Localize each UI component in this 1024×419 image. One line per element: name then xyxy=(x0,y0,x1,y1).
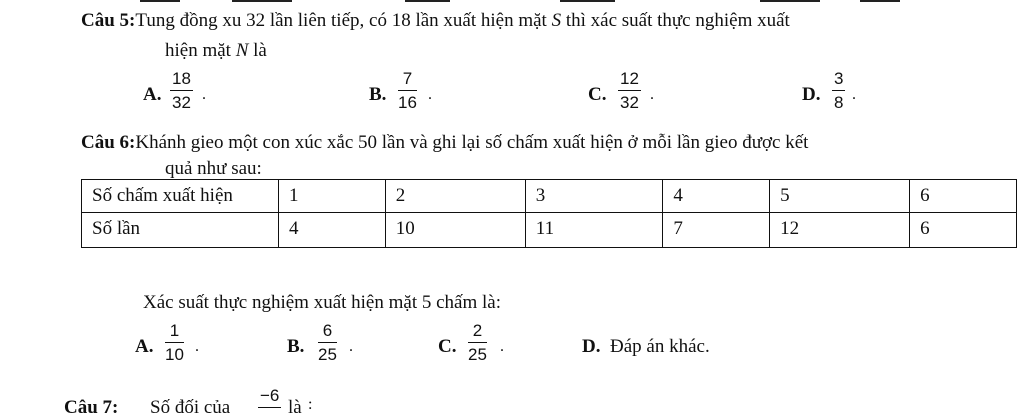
option-letter: D. xyxy=(582,336,601,357)
fraction: 2 25 xyxy=(468,321,487,364)
q5-text-c: hiện mặt xyxy=(165,40,236,61)
table-row-header: Số chấm xuất hiện xyxy=(82,180,279,213)
fraction: 1 10 xyxy=(165,321,184,364)
table-cell: 4 xyxy=(663,180,770,213)
option-letter: A. xyxy=(143,84,162,105)
table-cell: 2 xyxy=(385,180,525,213)
q6-line2: quả như sau: xyxy=(165,158,262,179)
table-cell: 1 xyxy=(279,180,386,213)
dice-results-table xyxy=(81,179,1017,248)
q5-line1 xyxy=(81,10,790,32)
q5-text-d: là xyxy=(248,40,267,61)
q7-text-a: Số đối của xyxy=(150,397,231,418)
table-cell: 12 xyxy=(770,213,910,248)
fraction: 6 25 xyxy=(318,321,337,364)
table-cell: 11 xyxy=(525,213,663,248)
q7-label: Câu 7: xyxy=(64,397,119,418)
table-cell: 5 xyxy=(770,180,910,213)
q5-var-s: S xyxy=(551,10,562,31)
table-row xyxy=(82,213,1017,248)
fraction: 7 16 xyxy=(398,69,417,112)
q5-text-b: thì xác suất thực nghiệm xuất xyxy=(561,10,790,31)
option-letter: B. xyxy=(287,336,305,357)
q5-var-n: N xyxy=(235,40,249,61)
fraction: 12 32 xyxy=(620,69,639,112)
option-letter: C. xyxy=(588,84,607,105)
q6-question: Xác suất thực nghiệm xuất hiện mặt 5 chấm là: xyxy=(143,292,501,313)
q5-label: Câu 5: xyxy=(81,10,136,31)
fraction: 3 8 xyxy=(834,69,844,112)
q7-text-b: là xyxy=(288,397,302,418)
table-cell: 3 xyxy=(525,180,663,213)
q5-text-a: Tung đồng xu 32 lần liên tiếp, có 18 lần xuất hiện mặt xyxy=(135,10,552,31)
cropped-top-text xyxy=(0,0,1024,3)
q6-line1 xyxy=(81,132,808,154)
table-cell: 10 xyxy=(385,213,525,248)
table-cell: 4 xyxy=(279,213,386,248)
option-letter: B. xyxy=(369,84,387,105)
option-text: Đáp án khác. xyxy=(610,336,710,357)
q6-label: Câu 6: xyxy=(81,132,136,153)
option-letter: D. xyxy=(802,84,821,105)
q5-line2 xyxy=(165,40,267,62)
table-cell: 6 xyxy=(910,180,1017,213)
q6-text-line1: Khánh gieo một con xúc xắc 50 lần và ghi lại số chấm xuất hiện ở mỗi lần gieo được kết xyxy=(135,132,809,153)
table-row-header: Số lần xyxy=(82,213,279,248)
option-letter: C. xyxy=(438,336,457,357)
table-cell: 7 xyxy=(663,213,770,248)
table-cell: 6 xyxy=(910,213,1017,248)
fraction: 18 32 xyxy=(172,69,191,112)
table-row xyxy=(82,180,1017,213)
option-letter: A. xyxy=(135,336,154,357)
fraction: −6 xyxy=(258,387,281,408)
